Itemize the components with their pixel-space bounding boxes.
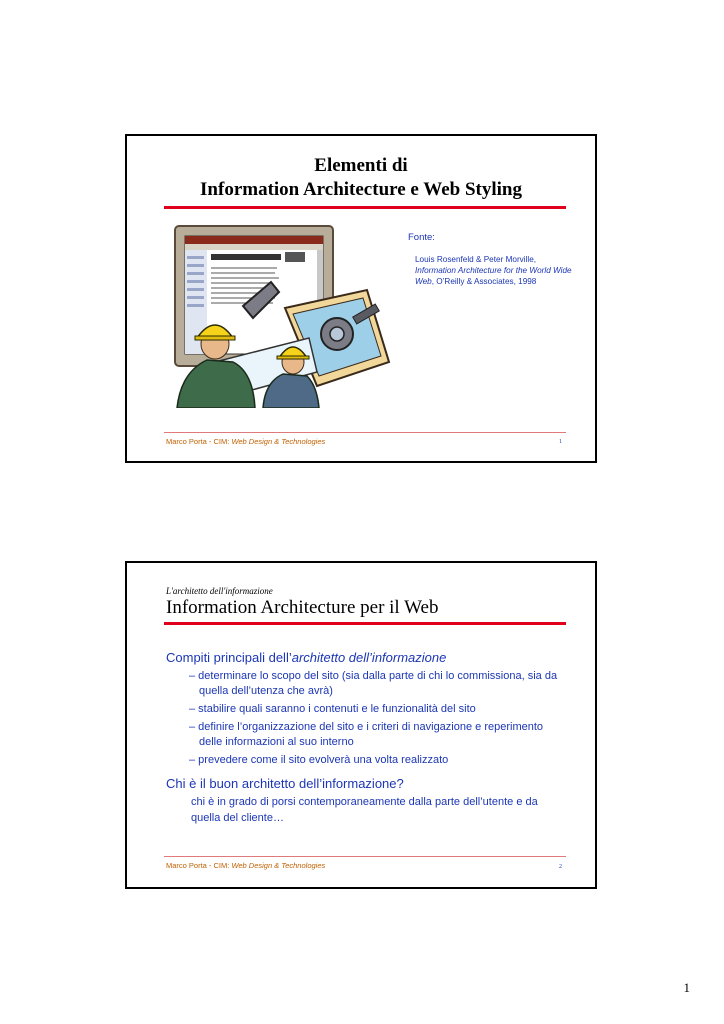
footer-course: Web Design & Technologies [231, 861, 326, 870]
footer-author: Marco Porta - CIM: [166, 437, 232, 446]
heading-question: Chi è il buon architetto dell’informazione? [166, 776, 404, 791]
source-label: Fonte: [408, 232, 435, 243]
reference-publisher: , O’Reilly & Associates, 1998 [431, 277, 537, 286]
slide-1 [125, 134, 597, 463]
slide-2 [125, 561, 597, 889]
source-reference [415, 254, 591, 287]
footer-divider [164, 856, 566, 857]
title-line-2: Information Architecture e Web Styling [200, 179, 522, 200]
reference-title: Information Architecture for the World Wide Web [415, 266, 572, 286]
list-item: – prevedere come il sito evolverà una volta realizzato [189, 754, 449, 766]
footer-course: Web Design & Technologies [231, 437, 326, 446]
reference-authors: Louis Rosenfeld & Peter Morville, [415, 255, 537, 264]
answer-paragraph: chi è in grado di porsi contemporaneamente dalla parte dell’utente e da quella del cliente… [191, 796, 538, 824]
document-page-number: 1 [683, 980, 690, 995]
slide-section-label: L'architetto dell'informazione [166, 586, 273, 596]
title-line-1: Elementi di [314, 155, 408, 176]
heading-tasks [166, 649, 566, 666]
slide-1-title [127, 154, 595, 202]
title-divider [164, 622, 566, 625]
list-item: – definire l’organizzazione del sito e i criteri di navigazione e reperimento delle informazioni al suo interno [189, 721, 544, 748]
architects-blueprint-clipart [167, 222, 393, 408]
slide-content [166, 649, 566, 826]
footer-divider [164, 432, 566, 433]
slide-2-title: Information Architecture per il Web [166, 597, 439, 618]
title-divider [164, 206, 566, 209]
list-item: – determinare lo scopo del sito (sia dalla parte di chi lo commissiona, sia da quella dell’utenza che avrà) [189, 670, 558, 697]
list-item: – stabilire quali saranno i contenuti e le funzionalità del sito [189, 703, 476, 715]
heading-tasks-italic: architetto dell’informazione [291, 650, 447, 665]
slide-number: 1 [559, 439, 562, 445]
slide-number: 2 [559, 864, 562, 870]
slide-footer [166, 437, 325, 446]
tasks-list [189, 669, 566, 768]
heading-tasks-prefix: Compiti principali dell’ [166, 650, 292, 665]
slide-footer [166, 861, 325, 870]
footer-author: Marco Porta - CIM: [166, 861, 232, 870]
